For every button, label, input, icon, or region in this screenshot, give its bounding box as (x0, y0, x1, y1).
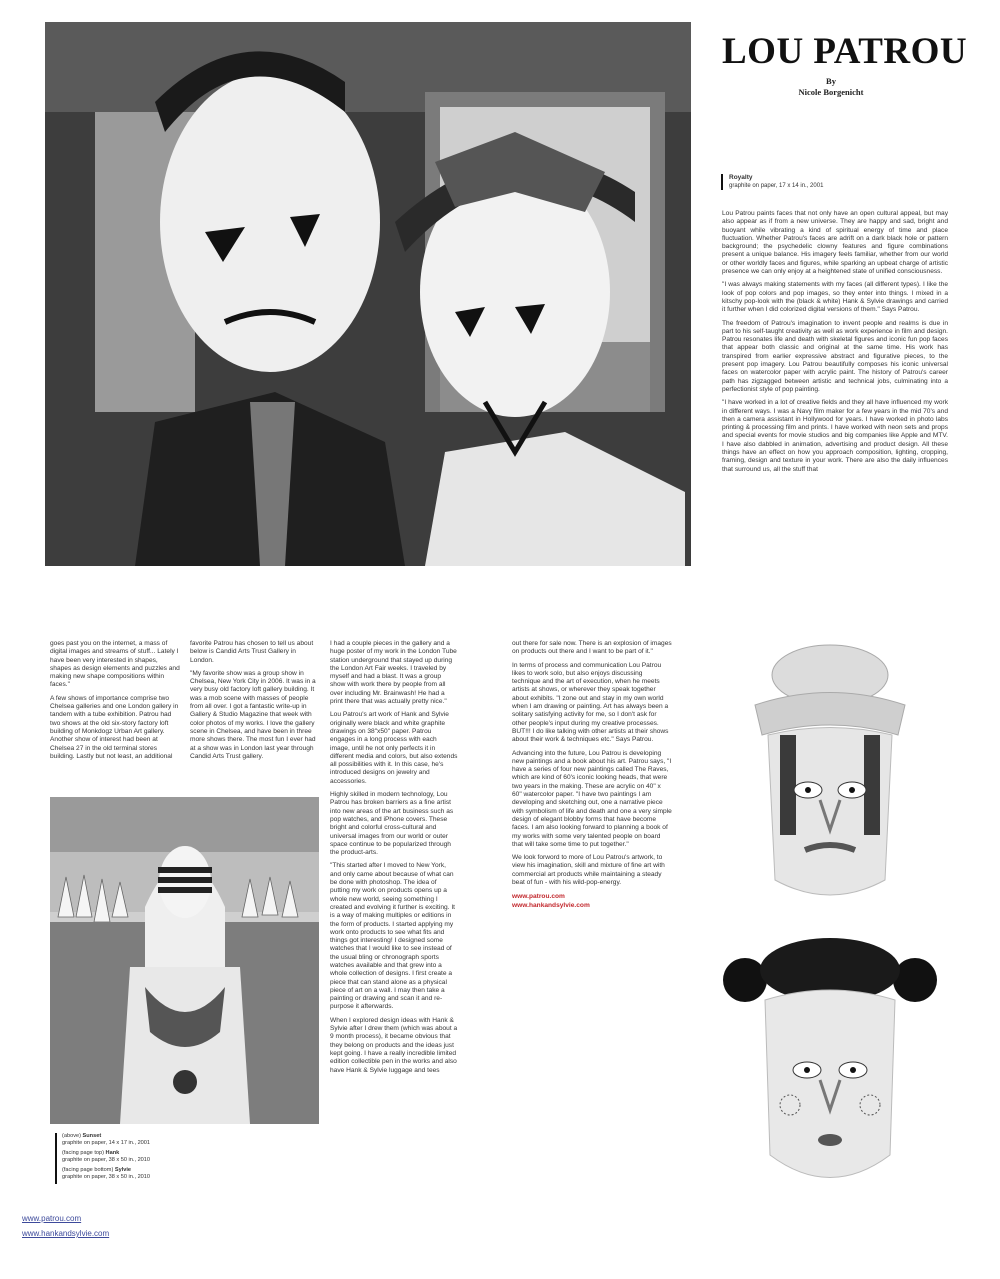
paragraph: When I explored design ideas with Hank & Sylvie after I drew them (which was about a 9 month process), it became obvious that they belong on products and the ideas just kept going. I have a really incredible limited edition collectible pen in the works and also have Hank & Sylvie luggage and tees (330, 1016, 458, 1074)
by-label: By (826, 76, 836, 86)
paragraph: Highly skilled in modern technology, Lou Patrou has broken barriers as a fine artist into new areas of the art business such as pop watches, and iPhone covers. These bright and colorful cross-cultural and universal images from our world or outer space continue to be popularized through the product-arts. (330, 791, 454, 857)
text-column-4 (512, 640, 672, 910)
caption-hank: (facing page top) Hank graphite on paper, 38 x 50 in., 2010 (62, 1150, 151, 1163)
paragraph: "This started after I moved to New York, and only came about because of what can be done with photoshop. The idea of putting my work on products opens up a whole new world, seeing something I created and evolving it further is exciting. It is a way of making multiples or editions in the form of products. I started applying my work onto products to see what fits and things got interesting! I designed some watches that I would like to see instead of the usual bling or chronograph sports watches available and that grew into a whole collection of designs. I first create a piece that can stand alone as a physical piece of art on a wall. I may then take a painting or drawing and scan it and re-purpose it afterwards. (330, 862, 455, 1011)
royalty-painting (45, 22, 691, 566)
paragraph: goes past you on the internet, a mass of digital images and streams of stuff... Lately I have been very interested in shapes, shapes as design elements and puzzles and making new shape compositions within faces." (50, 640, 180, 689)
paragraph: Advancing into the future, Lou Patrou is developing new paintings and a book about his art. Patrou says, "I have a series of four new paintings called The Raves, which are kind of 60's iconic looking heads, that were two years in the making. These are acrylic on 40" x 60" watercolor paper. "I have two paintings I am developing and sketching out, one a narrative piece with symbolism of life and death and one a very simple design of elegant blobby forms that have become faces. I am also looking forward to planning a book of my works with some very talented people on board that will take some time to put together." (512, 749, 672, 848)
hank-mask (720, 640, 940, 920)
sunset-painting (50, 797, 319, 1124)
paragraph: We look forword to more of Lou Patrou's artwork, to view his imagination, skill and mixture of fine art with commercial art products while maintaining a steady beat of fun - with his wild-pop-energy. (512, 854, 665, 887)
paragraph: favorite Patrou has chosen to tell us about below is Candid Arts Trust Gallery in London. (190, 640, 314, 664)
sylvie-mask (715, 925, 945, 1205)
text-column-3 (330, 640, 458, 1080)
article-title: LOU PATROU (722, 31, 968, 72)
footer-link-hankandsylvie[interactable]: www.hankandsylvie.com (22, 1229, 110, 1238)
text-column-1 (50, 640, 180, 766)
paragraph: I had a couple pieces in the gallery and a huge poster of my work in the London Tube station underground that stayed up during the London Art Fair weeks. I traveled by myself and had a blast. It was a group show with work there by people from all over including Mr. Brainwash! He had a print there that was actually pretty nice." (330, 640, 457, 706)
caption-title: Royalty (729, 174, 753, 181)
text-column-2 (190, 640, 318, 766)
royalty-caption (721, 174, 929, 190)
paragraph: "I have worked in a lot of creative fields and they all have influenced my work in different ways. I was a Navy film maker for a few years in the mid 70's and then a camera assistant in Hollywood for years. I have worked in photo labs printing & processing film and prints. I have worked with neon sets and props and special events for movie studios and big companies like Apple and MTV. I have also dabbled in animation, advertising and product design. All these things have an effect on how you approach composition, lighting, cropping, framing, design and texture in your work. There are also the daily influences that surround us, all the stuff that (722, 399, 948, 473)
paragraph: "I was always making statements with my faces (all different types). I like the look of pop colors and pop images, so they enter into things. I mixed in a kitschy pop-look with the (black & white) Hank & Sylvie drawings and carried it further when I did colorized digital versions of them." Says Patrou. (722, 281, 948, 314)
footer-link-patrou[interactable]: www.patrou.com (22, 1214, 82, 1223)
artwork-captions (55, 1133, 192, 1184)
paragraph: In terms of process and communication Lou Patrou likes to work solo, but also enjoys discussing technique and the art of execution, when he meets artists at shows, or wherever they speak together about exhibits. "I zone out and stay in my own world when I am drawing or painting. Art has always been a solitary satisfying activity for me, so I don't ask for other people's input during my creative processes. BUT!!! I do like talking with other artists at their shows about their work & techniques etc." Says Patrou. (512, 661, 669, 744)
paragraph: "My favorite show was a group show in Chelsea, New York City in 2006. It was in a very busy old factory loft gallery building. It was a mob scene with masses of people from all over. I got a fantastic write-up in Gallery & Studio Magazine that week with color photos of my works. I love the gallery scene in Chelsea, and have been in three more shows there. The most fun I ever had at a show was in London last year through Candid Arts Trust gallery. (190, 669, 316, 760)
caption-sunset: (above) Sunset graphite on paper, 14 x 17 in., 2001 (62, 1133, 151, 1146)
article-links (512, 892, 672, 910)
paragraph: out there for sale now. There is an explosion of images on products out there and I want to be part of it." (512, 640, 672, 656)
caption-sylvie: (facing page bottom) Sylvie graphite on paper, 38 x 50 in., 2010 (62, 1167, 151, 1180)
paragraph: Lou Patrou's art work of Hank and Sylvie originally were black and white graphite drawings on 38"x50" paper. Patrou engages in a long process with each image, until he not only perfects it in different media and colors, but also extends all possibilities with it. In this case, he's introduced designs on jewelry and accessories. (330, 711, 458, 785)
link-hankandsylvie[interactable]: www.hankandsylvie.com (512, 902, 590, 910)
link-patrou[interactable]: www.patrou.com (512, 893, 565, 901)
paragraph: A few shows of importance comprise two Chelsea galleries and one London gallery in tandem with a tube exhibition. Patrou had two shows at the old six-story factory loft building of Monkdogz Urban Art gallery. Another show of interest had been at Chelsea 27 in the old terminal stores building. Lastly but not least, an additional (50, 694, 179, 760)
intro-column (722, 210, 948, 566)
paragraph: The freedom of Patrou's imagination to invent people and realms is due in part to his self-taught creativity as well as work experience in film and design. Patrou resonates life and death with skeletal figures and iconic fun pop faces that appear both classic and original at the same time. His work has transpired from earlier expressive abstract and figurative pieces, to the present pop imagery. Lou Patrou beautifully composes his iconic universal faces on watercolor paper with acrylic paint. The history of Patrou's career path has zigzagged between artistic and technical jobs, culminating into a perfectionist style of pop painting. (722, 319, 948, 393)
byline (722, 76, 940, 98)
caption-detail: graphite on paper, 17 x 14 in., 2001 (729, 183, 824, 189)
paragraph: Lou Patrou paints faces that not only have an open cultural appeal, but may also appear as if from a new universe. They are happy and sad, bright and buoyant while vibrating a kind of spiritual energy of time and place fluctuation. Whether Patrou's faces are adrift on a dark black hole or pattern background; the psychedelic clowny features and figure combinations present a unique balance. His imagery feels familiar, whether from our world or other worldly faces and figures, while sparking an upbeat charge of artistic presence we can only enjoy at a heightened state of unified consciousness. (722, 210, 948, 276)
author-name: Nicole Borgenicht (798, 87, 864, 97)
